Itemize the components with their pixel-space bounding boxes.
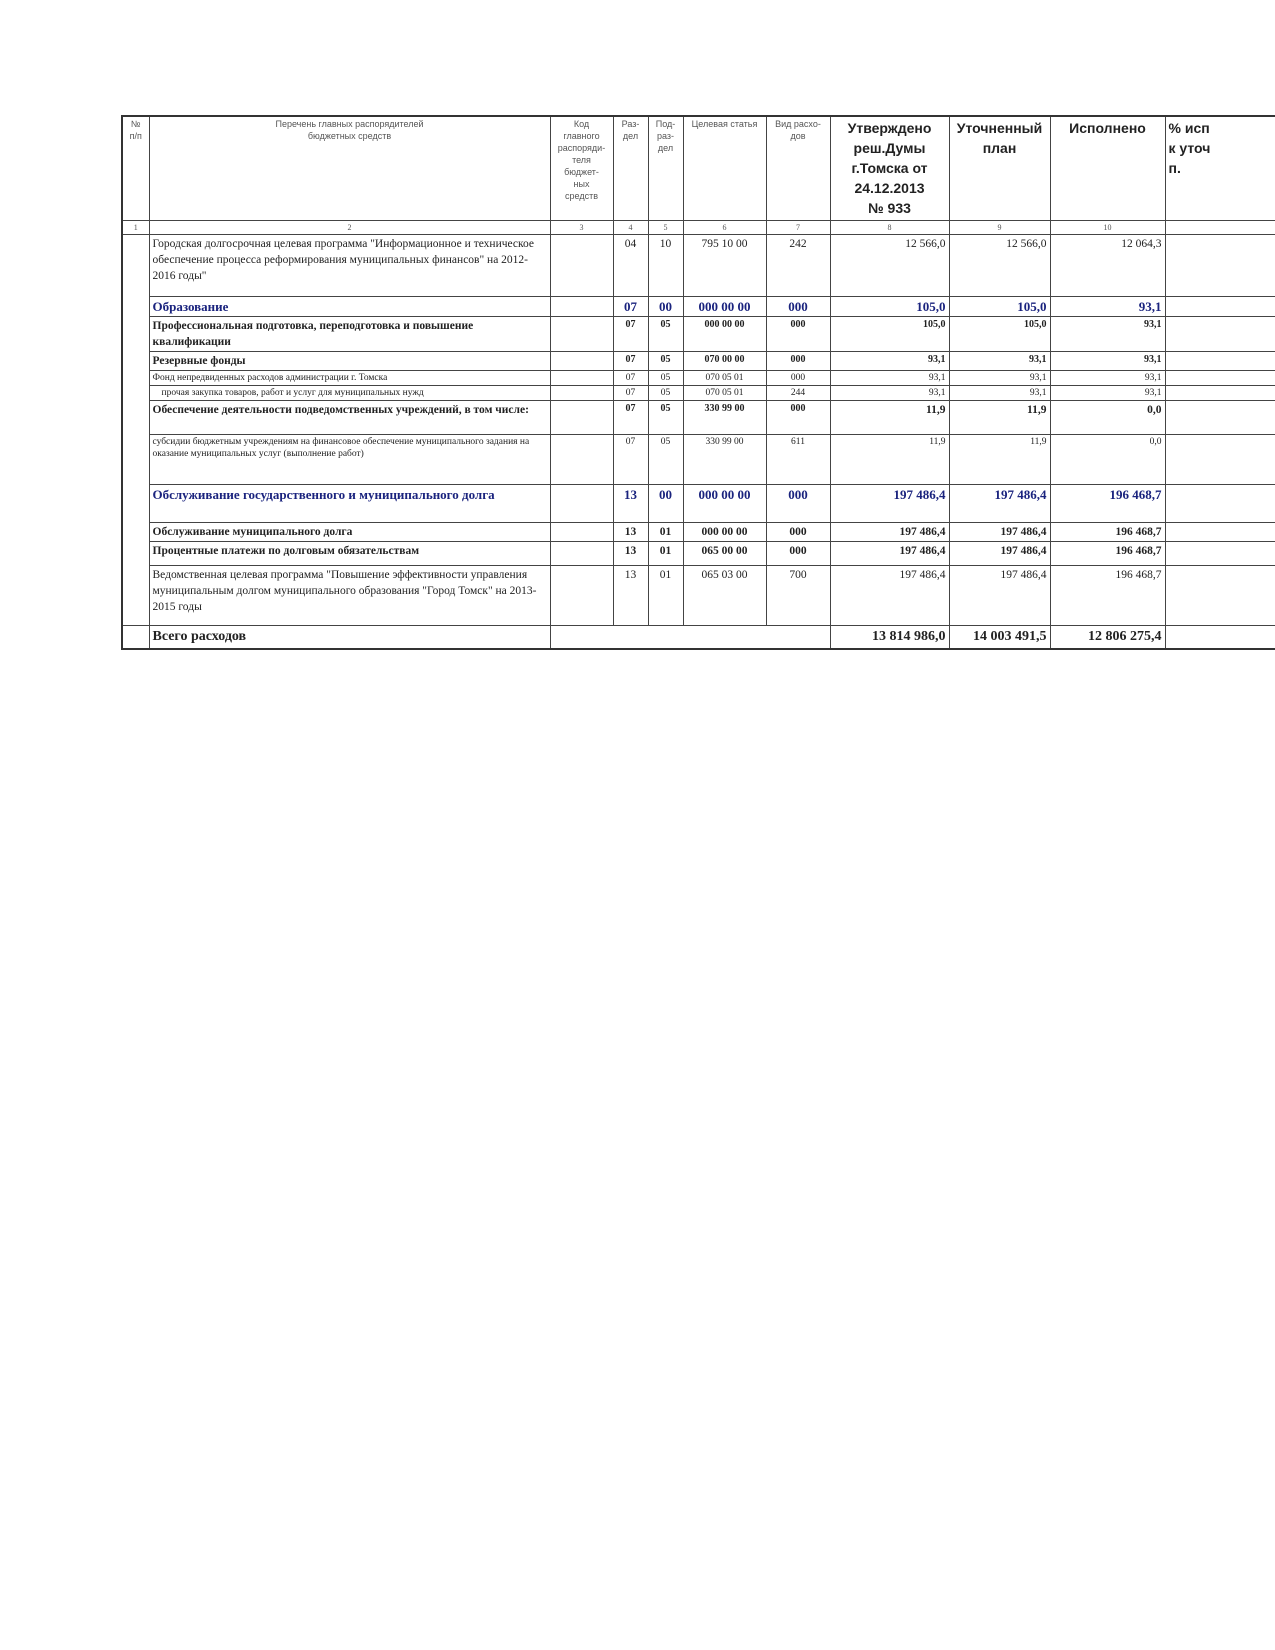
row-subsection: 01	[648, 565, 683, 625]
row-revised-plan: 11,9	[949, 434, 1050, 484]
row-approved: 105,0	[830, 316, 949, 351]
header-revised-plan: Уточненный план	[949, 116, 1050, 220]
number-cell	[122, 625, 149, 649]
header-execution-percent: % исп к уточ п.	[1165, 116, 1275, 220]
row-expense-type: 244	[766, 385, 830, 400]
code-cell	[550, 484, 613, 522]
row-approved: 11,9	[830, 434, 949, 484]
row-revised-plan: 12 566,0	[949, 234, 1050, 296]
row-revised-plan: 93,1	[949, 385, 1050, 400]
row-approved: 93,1	[830, 370, 949, 385]
row-section: 07	[613, 296, 648, 316]
row-percent	[1165, 484, 1275, 522]
code-cell	[550, 370, 613, 385]
table-row	[122, 484, 1275, 522]
row-name: Ведомственная целевая программа "Повышение эффективности управления муниципальным долгом муниципального образования "Город Томск" на 2013-2015 годы	[149, 565, 550, 625]
row-target-item: 000 00 00	[683, 484, 766, 522]
table-row	[122, 351, 1275, 370]
row-section: 07	[613, 370, 648, 385]
total-spacer	[550, 625, 830, 649]
row-expense-type: 000	[766, 541, 830, 565]
row-name: Процентные платежи по долговым обязательствам	[149, 541, 550, 565]
column-number: 8	[830, 220, 949, 234]
code-cell	[550, 316, 613, 351]
row-expense-type: 000	[766, 370, 830, 385]
code-cell	[550, 400, 613, 434]
row-revised-plan: 197 486,4	[949, 484, 1050, 522]
row-section: 13	[613, 565, 648, 625]
row-expense-type: 611	[766, 434, 830, 484]
table-row	[122, 385, 1275, 400]
column-number: 1	[122, 220, 149, 234]
row-percent	[1165, 400, 1275, 434]
total-percent	[1165, 625, 1275, 649]
row-percent	[1165, 541, 1275, 565]
code-cell	[550, 565, 613, 625]
column-number: 6	[683, 220, 766, 234]
row-section: 13	[613, 522, 648, 541]
row-executed: 93,1	[1050, 316, 1165, 351]
row-name: Обслуживание муниципального долга	[149, 522, 550, 541]
row-revised-plan: 197 486,4	[949, 522, 1050, 541]
table-row	[122, 316, 1275, 351]
row-subsection: 05	[648, 316, 683, 351]
table-row	[122, 400, 1275, 434]
row-revised-plan: 11,9	[949, 400, 1050, 434]
table-row	[122, 565, 1275, 625]
table-row	[122, 370, 1275, 385]
row-subsection: 01	[648, 522, 683, 541]
table-row	[122, 296, 1275, 316]
code-cell	[550, 296, 613, 316]
row-name: субсидии бюджетным учреждениям на финансовое обеспечение муниципального задания на оказание муниципальных услуг (выполнение работ)	[149, 434, 550, 484]
row-expense-type: 242	[766, 234, 830, 296]
row-expense-type: 000	[766, 522, 830, 541]
row-executed: 93,1	[1050, 351, 1165, 370]
header-number: № п/п	[122, 116, 149, 220]
total-executed: 12 806 275,4	[1050, 625, 1165, 649]
row-section: 13	[613, 541, 648, 565]
row-revised-plan: 105,0	[949, 316, 1050, 351]
row-approved: 93,1	[830, 351, 949, 370]
row-expense-type: 700	[766, 565, 830, 625]
column-number: 7	[766, 220, 830, 234]
header-subsection: Под- раз- дел	[648, 116, 683, 220]
row-section: 07	[613, 316, 648, 351]
row-percent	[1165, 234, 1275, 296]
row-percent	[1165, 522, 1275, 541]
row-revised-plan: 105,0	[949, 296, 1050, 316]
row-name: Профессиональная подготовка, переподготовка и повышение квалификации	[149, 316, 550, 351]
code-cell	[550, 434, 613, 484]
row-percent	[1165, 370, 1275, 385]
column-number	[1165, 220, 1275, 234]
row-subsection: 05	[648, 434, 683, 484]
row-subsection: 00	[648, 296, 683, 316]
code-cell	[550, 234, 613, 296]
row-name: Городская долгосрочная целевая программа "Информационное и техническое обеспечение процесса реформирования муниципальных финансов" на 2012-2016 годы"	[149, 234, 550, 296]
row-target-item: 330 99 00	[683, 434, 766, 484]
row-section: 07	[613, 385, 648, 400]
column-number: 9	[949, 220, 1050, 234]
header-target-item: Целевая статья	[683, 116, 766, 220]
row-executed: 93,1	[1050, 385, 1165, 400]
row-approved: 93,1	[830, 385, 949, 400]
row-percent	[1165, 434, 1275, 484]
row-approved: 11,9	[830, 400, 949, 434]
code-cell	[550, 522, 613, 541]
header-row	[122, 116, 1275, 220]
row-subsection: 01	[648, 541, 683, 565]
row-executed: 93,1	[1050, 296, 1165, 316]
table-row	[122, 522, 1275, 541]
row-target-item: 000 00 00	[683, 522, 766, 541]
column-number: 3	[550, 220, 613, 234]
row-name: Обеспечение деятельности подведомственных учреждений, в том числе:	[149, 400, 550, 434]
row-expense-type: 000	[766, 316, 830, 351]
number-cell	[122, 234, 149, 625]
row-approved: 105,0	[830, 296, 949, 316]
row-section: 13	[613, 484, 648, 522]
row-executed: 0,0	[1050, 400, 1165, 434]
row-executed: 196 468,7	[1050, 484, 1165, 522]
row-subsection: 10	[648, 234, 683, 296]
row-target-item: 795 10 00	[683, 234, 766, 296]
row-expense-type: 000	[766, 400, 830, 434]
code-cell	[550, 541, 613, 565]
row-expense-type: 000	[766, 351, 830, 370]
row-subsection: 05	[648, 370, 683, 385]
row-target-item: 330 99 00	[683, 400, 766, 434]
row-approved: 197 486,4	[830, 565, 949, 625]
column-number: 10	[1050, 220, 1165, 234]
row-target-item: 065 00 00	[683, 541, 766, 565]
row-approved: 197 486,4	[830, 541, 949, 565]
row-name: Резервные фонды	[149, 351, 550, 370]
row-target-item: 070 05 01	[683, 385, 766, 400]
row-approved: 197 486,4	[830, 484, 949, 522]
row-approved: 197 486,4	[830, 522, 949, 541]
column-number-row	[122, 220, 1275, 234]
total-label: Всего расходов	[149, 625, 550, 649]
row-percent	[1165, 351, 1275, 370]
column-number: 5	[648, 220, 683, 234]
row-section: 04	[613, 234, 648, 296]
row-revised-plan: 197 486,4	[949, 541, 1050, 565]
header-executed: Исполнено	[1050, 116, 1165, 220]
row-expense-type: 000	[766, 484, 830, 522]
row-name: Образование	[149, 296, 550, 316]
row-name: Обслуживание государственного и муниципального долга	[149, 484, 550, 522]
code-cell	[550, 351, 613, 370]
row-revised-plan: 197 486,4	[949, 565, 1050, 625]
row-revised-plan: 93,1	[949, 370, 1050, 385]
row-subsection: 05	[648, 385, 683, 400]
row-target-item: 000 00 00	[683, 316, 766, 351]
row-executed: 196 468,7	[1050, 541, 1165, 565]
header-distributor-code: Код главного распоряди- теля бюджет- ных средств	[550, 116, 613, 220]
budget-expenditure-table	[121, 115, 1275, 650]
row-percent	[1165, 565, 1275, 625]
row-subsection: 00	[648, 484, 683, 522]
row-percent	[1165, 296, 1275, 316]
row-name: прочая закупка товаров, работ и услуг для муниципальных нужд	[149, 385, 550, 400]
row-executed: 93,1	[1050, 370, 1165, 385]
row-target-item: 065 03 00	[683, 565, 766, 625]
row-revised-plan: 93,1	[949, 351, 1050, 370]
table-row	[122, 541, 1275, 565]
row-target-item: 000 00 00	[683, 296, 766, 316]
row-section: 07	[613, 434, 648, 484]
total-revised-plan: 14 003 491,5	[949, 625, 1050, 649]
table-row	[122, 434, 1275, 484]
row-executed: 196 468,7	[1050, 522, 1165, 541]
total-approved: 13 814 986,0	[830, 625, 949, 649]
row-target-item: 070 05 01	[683, 370, 766, 385]
row-section: 07	[613, 351, 648, 370]
header-section: Раз- дел	[613, 116, 648, 220]
row-section: 07	[613, 400, 648, 434]
table-row	[122, 234, 1275, 296]
row-name: Фонд непредвиденных расходов администрации г. Томска	[149, 370, 550, 385]
row-executed: 196 468,7	[1050, 565, 1165, 625]
header-approved: Утверждено реш.Думы г.Томска от 24.12.2013 № 933	[830, 116, 949, 220]
row-target-item: 070 00 00	[683, 351, 766, 370]
header-distributors-list: Перечень главных распорядителей бюджетных средств	[149, 116, 550, 220]
column-number: 2	[149, 220, 550, 234]
total-row	[122, 625, 1275, 649]
column-number: 4	[613, 220, 648, 234]
row-executed: 12 064,3	[1050, 234, 1165, 296]
row-subsection: 05	[648, 400, 683, 434]
row-executed: 0,0	[1050, 434, 1165, 484]
header-expense-type: Вид расхо- дов	[766, 116, 830, 220]
row-percent	[1165, 385, 1275, 400]
row-subsection: 05	[648, 351, 683, 370]
row-percent	[1165, 316, 1275, 351]
code-cell	[550, 385, 613, 400]
row-expense-type: 000	[766, 296, 830, 316]
row-approved: 12 566,0	[830, 234, 949, 296]
